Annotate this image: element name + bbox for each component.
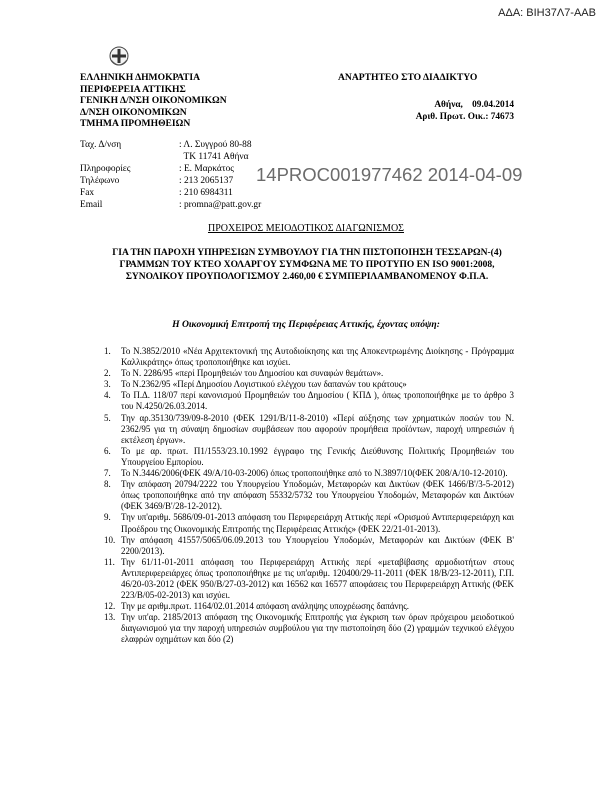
item-text: Την 61/11-01-2011 απόφαση του Περιφερειάρχη Αττικής περί «μεταβίβασης αρμοδιοτήτων στους Αντιπεριφερειάρχες όπως τροποποιήθηκε με τις υπ'αριθμ. 120400/29-11-2011 (ΦΕΚ 18/Β/23-12-2011), Γ.Π. 46/20-03-2012 (ΦΕΚ 950/Β/27-03-2012) και 16562 και 16577 αποφάσεις του Περιφερειάρχη Αττικής (ΦΕΚ 223/Β/05-02-2013) και ισχύει. bbox=[121, 556, 514, 601]
list-item bbox=[104, 601, 514, 612]
issuer-block bbox=[80, 72, 227, 130]
item-number: 1. bbox=[104, 346, 111, 356]
date-protocol-block bbox=[416, 100, 514, 123]
considerations-list bbox=[104, 346, 514, 646]
item-text: Την με αριθμ.πρωτ. 1164/02.01.2014 απόφαση ανάληψης υποχρέωσης δαπάνης. bbox=[121, 601, 410, 612]
contact-row bbox=[80, 199, 261, 211]
protocol-number: Αριθ. Πρωτ. Οικ.: 74673 bbox=[415, 111, 514, 122]
contact-label: Πληροφορίες bbox=[80, 164, 131, 175]
item-number: 5. bbox=[104, 412, 111, 423]
contact-row bbox=[80, 139, 261, 151]
contact-row bbox=[80, 187, 261, 199]
document-date: Αθήνα, 09.04.2014 bbox=[434, 100, 514, 110]
item-text: Το με αρ. πρωτ. Π1/1553/23.10.1992 έγγραφο της Γενικής Διεύθυνσης Πολιτικής Προμηθειών του Υπουργείου Εμπορίου. bbox=[121, 445, 514, 467]
list-item bbox=[104, 446, 514, 468]
issuer-line: Δ/ΝΣΗ ΟΙΚΟΝΟΜΙΚΩΝ bbox=[80, 106, 187, 118]
contact-row bbox=[80, 151, 261, 163]
contact-row bbox=[80, 175, 261, 187]
contact-block bbox=[80, 139, 261, 212]
item-number: 13. bbox=[104, 612, 116, 623]
registration-stamp: 14PROC001977462 2014-04-09 bbox=[256, 164, 523, 185]
item-number: 8. bbox=[104, 479, 111, 490]
item-text: Το Ν.2362/95 «Περί Δημοσίου Λογιστικού ελέγχου των δαπανών του κράτους» bbox=[121, 379, 407, 390]
contact-value: : 210 6984311 bbox=[179, 188, 233, 199]
email-link[interactable]: : promna@patt.gov.gr bbox=[179, 200, 262, 211]
item-text: Την απόφαση 20794/2222 του Υπουργείου Υποδομών, Μεταφορών και Δικτύων (ΦΕΚ 1466/Β'/3-5-2012) όπως τροποποιήθηκε από την απόφαση 55332/5732 του Υπουργείου Υποδομών, Μεταφορών και Δικτύων (ΦΕΚ 3469/Β'/28-12-2012). bbox=[121, 479, 514, 512]
publish-notice: ΑΝΑΡΤΗΤΕΟ ΣΤΟ ΔΙΑΔΙΚΤΥΟ bbox=[338, 72, 478, 83]
issuer-line: ΤΜΗΜΑ ΠΡΟΜΗΘΕΙΩΝ bbox=[80, 118, 191, 130]
contact-label: Email bbox=[80, 200, 103, 211]
item-number: 10. bbox=[104, 534, 116, 545]
issuer-line: ΓΕΝΙΚΗ Δ/ΝΣΗ ΟΙΚΟΝΟΜΙΚΩΝ bbox=[80, 95, 227, 107]
list-item bbox=[104, 479, 514, 512]
list-item bbox=[104, 557, 514, 601]
item-number: 3. bbox=[104, 379, 111, 390]
issuer-line: ΕΛΛΗΝΙΚΗ ΔΗΜΟΚΡΑΤΙΑ bbox=[80, 72, 201, 83]
item-number: 9. bbox=[104, 512, 111, 523]
contact-label: Ταχ. Δ/νση bbox=[80, 140, 122, 150]
contact-value: ΤΚ 11741 Αθήνα bbox=[179, 152, 249, 163]
item-text: Το Π.Δ. 118/07 περί κανονισμού Προμηθειών του Δημοσίου ( ΚΠΔ ), όπως τροποποιήθηκε με το άρθρο 3 του Ν.4250/26.03.2014. bbox=[121, 390, 514, 412]
contact-label bbox=[80, 151, 179, 163]
contact-value: : Λ. Συγγρού 80-88 bbox=[179, 140, 252, 150]
list-item bbox=[104, 468, 514, 479]
list-item bbox=[104, 512, 514, 534]
item-text: Το Ν.3446/2006(ΦΕΚ 49/Α/10-03-2006) όπως τροποποιήθηκε από το Ν.3897/10(ΦΕΚ 208/Α/10-12-2010). bbox=[121, 468, 508, 479]
document-title: ΠΡΟΧΕΙΡΟΣ ΜΕΙΟΔΟΤΙΚΟΣ ΔΙΑΓΩΝΙΣΜΟΣ bbox=[207, 223, 404, 234]
contact-label: Τηλέφωνο bbox=[80, 176, 120, 187]
item-text: Το Ν.3852/2010 «Νέα Αρχιτεκτονική της Αυτοδιοίκησης και της Αποκεντρωμένης Διοίκησης - Πρόγραμμα Καλλικράτης» όπως τροποποιήθηκε και ισχύει. bbox=[121, 346, 514, 368]
item-text: Την υπ'αριθμ. 5686/09-01-2013 απόφαση του Περιφερειάρχη Αττικής περί «Ορισμού Αντιπεριφερειάρχη και Προέδρου της Οικονομικής Επιτροπής της Περιφέρειας Αττικής» (ΦΕΚ 22/21-01-2013). bbox=[121, 512, 514, 534]
item-text: Την υπ'αρ. 2185/2013 απόφαση της Οικονομικής Επιτροπής για έγκριση των όρων πρόχειρου μειοδοτικού διαγωνισμού για την παροχή υπηρεσιών συμβούλου για την πιστοποίηση δύο (2) γραμμών τεχνικού ελέγχου ελαφρών οχημάτων και δύο (2) bbox=[121, 612, 514, 645]
list-item bbox=[104, 368, 514, 379]
item-number: 7. bbox=[104, 468, 111, 479]
contact-value: : Ε. Μαρκάτος bbox=[179, 164, 235, 175]
item-text: Την απόφαση 41557/5065/06.09.2013 του Υπουργείου Υποδομών, Μεταφορών και Δικτύων (ΦΕΚ Β' 2200/2013). bbox=[121, 534, 514, 556]
item-text: Το Ν. 2286/95 «περί Προμηθειών του Δημοσίου και συναφών θεμάτων». bbox=[121, 368, 384, 379]
list-item bbox=[104, 535, 514, 557]
contact-value: : 213 2065137 bbox=[179, 176, 234, 187]
item-number: 2. bbox=[104, 368, 111, 379]
contact-row bbox=[80, 163, 261, 175]
issuer-line: ΠΕΡΙΦΕΡΕΙΑ ΑΤΤΙΚΗΣ bbox=[80, 83, 186, 95]
ada-label: ΑΔΑ: ΒΙΗ37Λ7-ΑΑΒ bbox=[498, 7, 596, 19]
list-item bbox=[104, 413, 514, 446]
item-number: 4. bbox=[104, 390, 111, 401]
item-number: 6. bbox=[104, 445, 111, 456]
intro-line: Η Οικονομική Επιτροπή της Περιφέρειας Αττικής, έχοντας υπόψη: bbox=[172, 319, 440, 330]
list-item bbox=[104, 346, 514, 368]
contact-label: Fax bbox=[80, 188, 95, 199]
document-subject: ΓΙΑ ΤΗΝ ΠΑΡΟΧΗ ΥΠΗΡΕΣΙΩΝ ΣΥΜΒΟΥΛΟΥ ΓΙΑ ΤΗΝ ΠΙΣΤΟΠΟΙΗΣΗ ΤΕΣΣΑΡΩΝ-(4) ΓΡΑΜΜΩΝ ΤΟΥ ΚΤΕΟ ΧΟΛΑΡΓΟΥ ΣΥΜΦΩΝΑ ΜΕ ΤΟ ΠΡΟΤΥΠΟ EN ISO 9001:2008, ΣΥΝΟΛΙΚΟΥ ΠΡΟΥΠΟΛΟΓΙΣΜΟΥ 2.460,00 € ΣΥΜΠΕΡΙΛΑΜΒΑΝΟΜΕΝΟΥ Φ.Π.Α. bbox=[112, 248, 502, 282]
list-item bbox=[104, 612, 514, 645]
item-number: 11. bbox=[104, 556, 115, 567]
greek-coat-of-arms-icon bbox=[108, 45, 130, 69]
list-item bbox=[104, 379, 514, 390]
item-text: Την αρ.35130/739/09-8-2010 (ΦΕΚ 1291/Β/11-8-2010) «Περί αύξησης των χρηματικών ποσών του Ν. 2362/95 για τη σύναψη δημοσίων συμβάσεων που αφορούν προμήθεια προϊόντων, παροχή υπηρεσιών ή εκτέλεση έργων». bbox=[121, 412, 514, 445]
item-number: 12. bbox=[104, 601, 116, 612]
list-item bbox=[104, 390, 514, 412]
